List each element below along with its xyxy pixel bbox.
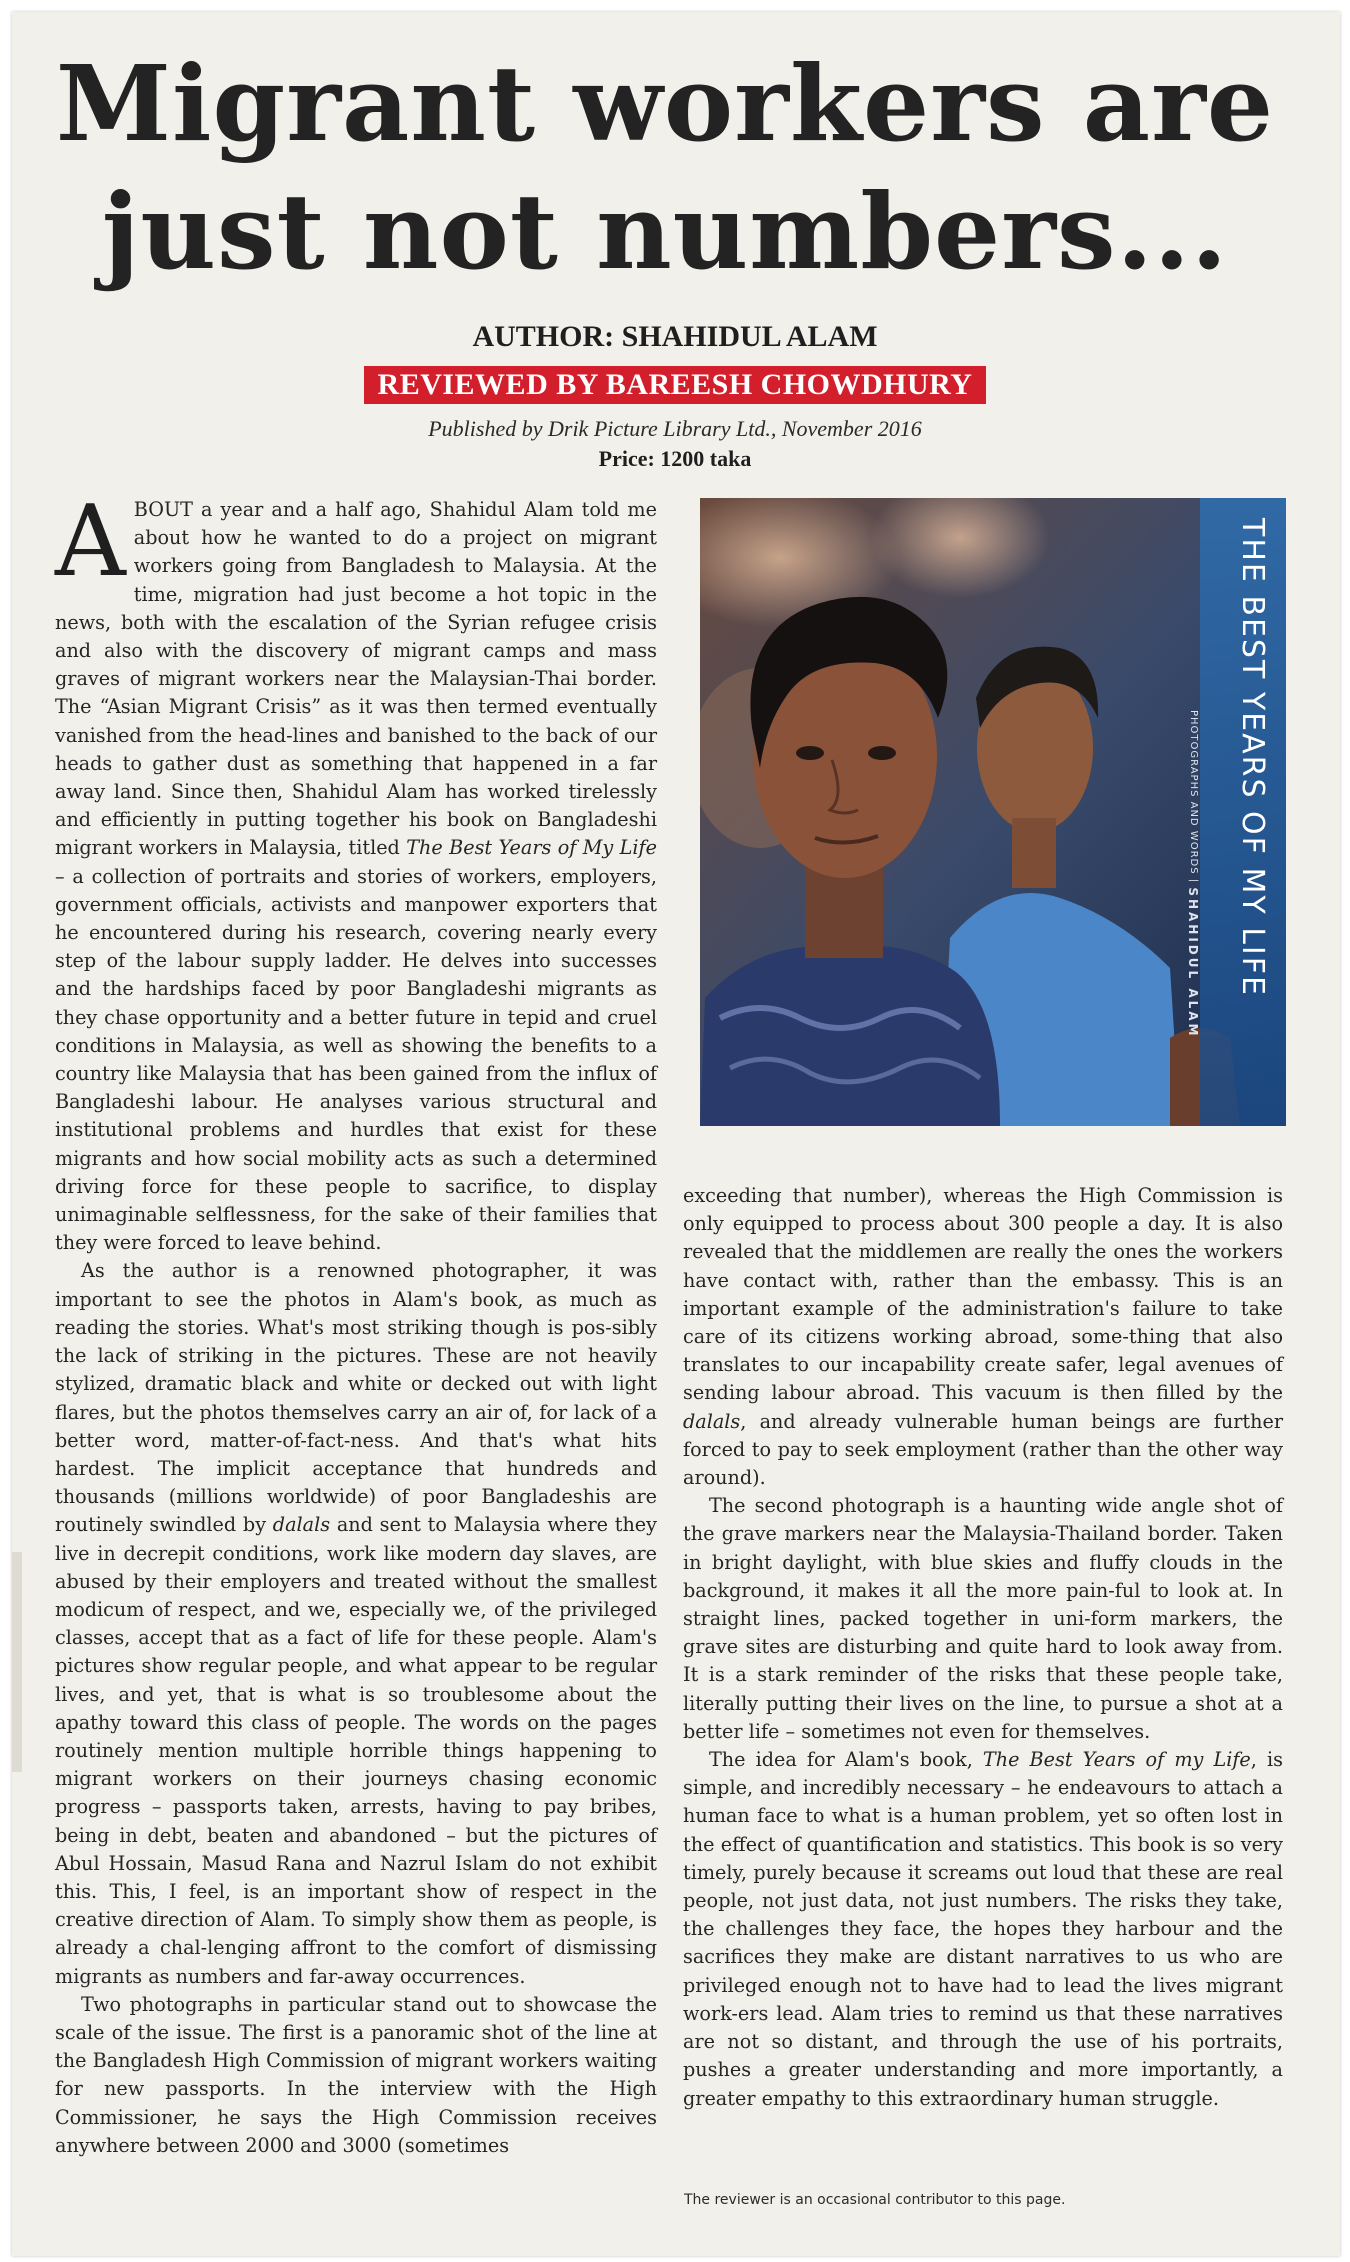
cover-author: SHAHIDUL ALAM (1186, 887, 1200, 1039)
cover-title: THE BEST YEARS OF MY LIFE (1235, 518, 1270, 997)
term: dalals (272, 1513, 331, 1537)
article-paragraph: Two photographs in particular stand out to showcase the scale of the issue. The first is a panoramic shot of the line at the Bangladesh High Commission of migrant workers waiting for new passports. In the interview with the High Commissioner, he says the High Commission receives anywhere between 2000 and 3000 (sometimes (55, 1992, 657, 2157)
article-paragraph: ABOUT a year and a half ago, Shahidul Alam told me about how he wanted to do a project on migrant workers going from Bangladesh to Malaysia. At the time, migration had just become a hot topic in the news, both with the escalation of the Syrian refugee crisis and also with the discovery of migrant camps and mass graves of migrant workers near the Malaysian-Thai border. The “Asian Migrant Crisis” as it was then termed eventually vanished from the head-lines and banished to the back of our heads to gather dust as something that happened in a far away land. Since then, Shahidul Alam has worked tirelessly and efficiently in putting together his book on Bangladeshi migrant workers in Malaysia, titled The Best Years of My Life – a collection of portraits and stories of workers, employers, government officials, activists and manpower exporters that he encountered during his research, covering nearly every step of the labour supply ladder. He delves into successes and the hardships faced by poor Bangladeshi migrants as they chase opportunity and a better future in tepid and cruel conditions in Malaysia, as well as showing the benefits to a country like Malaysia that has been gained from the influx of Bangladeshi labour. He analyses various structural and institutional problems and hurdles that exist for these migrants and how social mobility acts as such a determined driving force for these people to sacrifice, to display unimaginable selflessness, for the sake of their families that they were forced to leave behind. (55, 485, 657, 1255)
publication-info: Published by Drik Picture Library Ltd., November 2016 (428, 416, 922, 441)
book-title: The Best Years of My Life (406, 836, 657, 860)
cover-credit (1170, 710, 1200, 1110)
article-paragraph: As the author is a renowned photographer, it was important to see the photos in Alam's book, as much as reading the stories. What's most striking though is pos-sibly the lack of striking in the pictures. These are not heavily stylized, dramatic black and white or decked out with light flares, but the photos themselves carry an air of, for lack of a better word, matter-of-fact-ness. And that's what hits hardest. The implicit acceptance that hundreds and thousands (millions worldwide) of poor Bangladeshis are routinely swindled by dalals and sent to Malaysia where they live in decrepit conditions, work like modern day slaves, are abused by their employers and treated without the smallest modicum of respect, and we, especially we, of the privileged classes, accept that as a fact of life for these people. Alam's pictures show regular people, and what appear to be regular lives, and yet, that is what is so troublesome about the apathy toward this class of people. The words on the pages routinely mention multiple horrible things happening to migrant workers on their journeys chasing economic progress – passports taken, arrests, having to pay bribes, being in debt, beaten and abandoned – but the pictures of Abul Hossain, Masud Rana and Nazrul Islam do not exhibit this. This, I feel, is an important show of respect in the creative direction of Alam. To simply show them as people, is already a chal-lenging affront to the comfort of dismissing migrants as numbers and far-away occurrences. (55, 1259, 658, 1988)
headline: Migrant workers are just not numbers... (55, 42, 1275, 293)
book-author: AUTHOR: SHAHIDUL ALAM (472, 320, 878, 353)
drop-cap: A (55, 485, 126, 599)
page-fold-mark (12, 1552, 22, 1772)
reviewer-credit: REVIEWED BY BAREESH CHOWDHURY (364, 366, 987, 404)
book-title: The Best Years of my Life (982, 1748, 1251, 1772)
cover-subtitle: PHOTOGRAPHS AND WORDS (1188, 710, 1199, 875)
cover-separator: | (1188, 878, 1199, 884)
article-paragraph: The second photograph is a haunting wide angle shot of the grave markers near the Malaysia-Thailand border. Taken in bright daylight, with blue skies and fluffy clouds in the background, it makes it all the more pain-ful to look at. In straight lines, packed together in uni-form markers, the grave sites are disturbing and quite hard to look away from. It is a stark reminder of the risks that these people take, literally putting their lives on the line, to pursue a shot at a better life – sometimes not even for themselves. (683, 1494, 1283, 1743)
article-column-right (683, 1182, 1283, 2113)
reviewer-band (0, 366, 1350, 404)
book-price: Price: 1200 taka (598, 446, 752, 471)
article-paragraph: exceeding that number), whereas the High Commission is only equipped to process about 300 people a day. It is also revealed that the middlemen are really the ones the workers have contact with, rather than the embassy. This is an important example of the administration's failure to take care of its citizens working abroad, some-thing that also translates to our incapability create safer, legal avenues of sending labour abroad. This vacuum is then filled by the dalals, and already vulnerable human beings are further forced to pay to seek employment (rather than the other way around). (683, 1184, 1283, 1490)
article-paragraph: The idea for Alam's book, The Best Years of my Life, is simple, and incredibly necessary – he endeavours to attach a human face to what is a human problem, yet so often lost in the effect of quantification and statistics. This book is so very timely, purely because it screams out loud that these are real people, not just data, not just numbers. The risks they take, the challenges they face, the hopes they harbour and the sacrifices they make are distant narratives to us who are privileged enough not to have had to lead the lives migrant work-ers lead. Alam tries to remind us that these narratives are not so distant, and through the use of his portraits, pushes a greater understanding and more importantly, a greater empathy to this extraordinary human struggle. (683, 1748, 1283, 2110)
footnote: The reviewer is an occasional contributor to this page. (684, 2192, 1066, 2208)
book-cover-image (700, 498, 1286, 1126)
term: dalals (683, 1409, 741, 1433)
article-column-left (55, 485, 658, 2160)
